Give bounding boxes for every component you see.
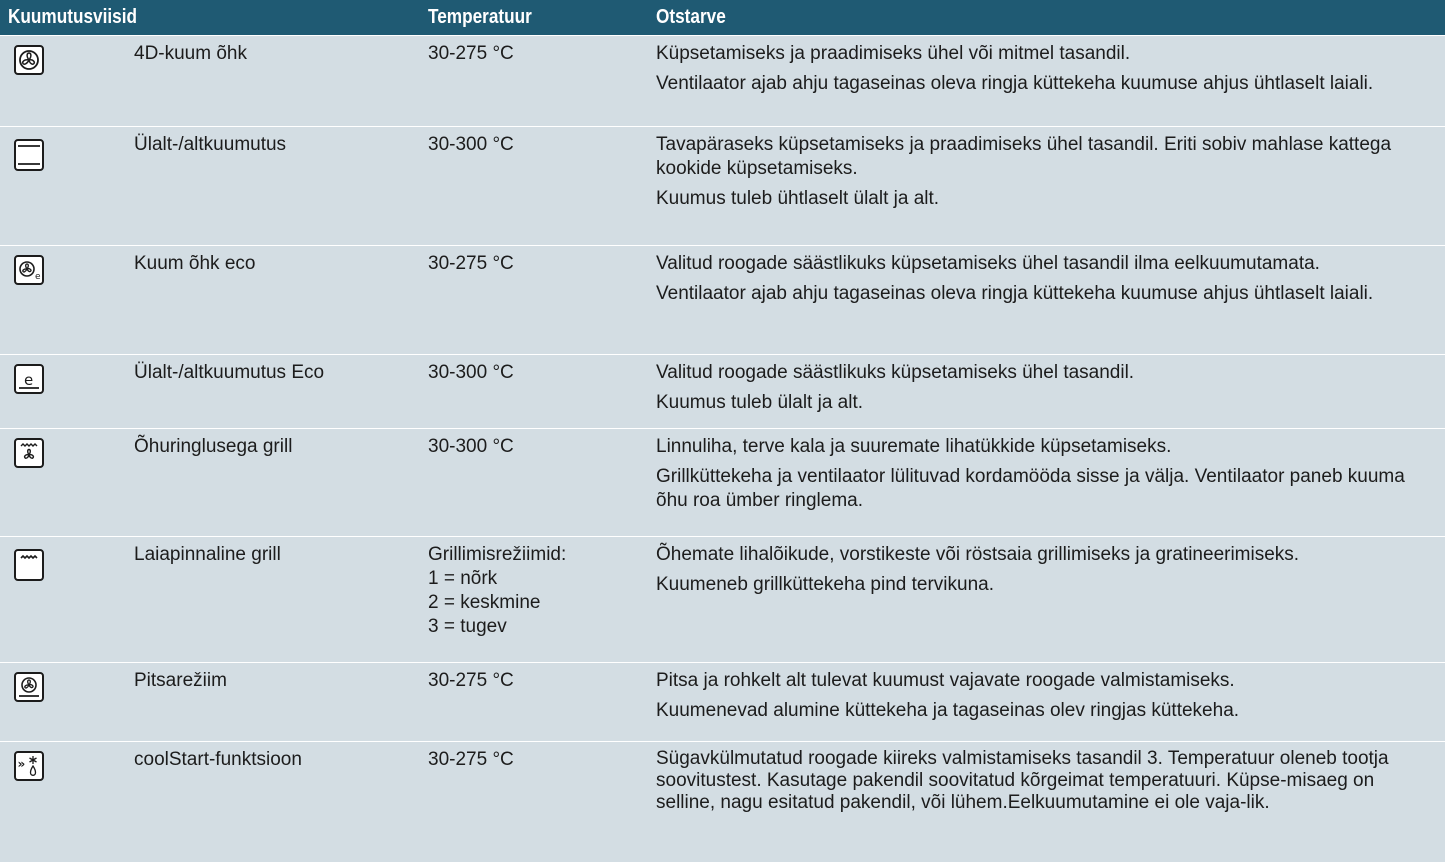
temperature-line: 30-300 °C xyxy=(428,436,514,457)
temperature-line: 30-275 °C xyxy=(428,670,514,691)
temperature-line: 1 = nõrk xyxy=(428,568,498,589)
top-bottom-heat-eco-icon xyxy=(14,364,44,394)
temperature-line: Grillimisrežiimid: xyxy=(428,544,567,565)
purpose-paragraph: Kuumeneb grillküttekeha pind tervikuna. xyxy=(656,574,994,595)
temperature-line: 30-300 °C xyxy=(428,134,514,155)
temperature-line: 30-275 °C xyxy=(428,43,514,64)
purpose-paragraph: Sügavkülmutatud roogade kiireks valmistamiseks tasandil 3. Temperatuur oleneb tootja soovitustest. Kasutage pakendil soovitatud kõrgeimat temperatuuri. Küpse-misaeg on selline, nagu esitatud pakendil, või lühem.Eelkuumutamine ei ole vaja-lik. xyxy=(656,748,1389,813)
purpose-paragraph: Õhemate lihalõikude, vorstikeste või röstsaia grillimiseks ja gratineerimiseks. xyxy=(656,544,1300,565)
temperature-value xyxy=(428,669,514,693)
temperature-value xyxy=(428,543,566,639)
purpose-text xyxy=(656,42,1436,102)
table-row xyxy=(0,536,1445,662)
header-heating-modes: Kuumutusviisid xyxy=(8,6,138,28)
heating-mode-name: Ülalt-/altkuumutus xyxy=(134,134,287,155)
purpose-paragraph: Grillküttekeha ja ventilaator lülituvad kordamööda sisse ja välja. Ventilaator paneb kuuma õhu roa ümber ringlema. xyxy=(656,466,1405,511)
purpose-text xyxy=(656,669,1436,729)
temperature-value xyxy=(428,42,514,66)
top-bottom-heat-icon xyxy=(14,139,44,171)
svg-text:e: e xyxy=(24,371,34,389)
purpose-paragraph: Küpsetamiseks ja praadimiseks ühel või mitmel tasandil. xyxy=(656,43,1131,64)
table-header xyxy=(0,0,1445,35)
full-surface-grill-icon xyxy=(14,549,44,581)
temperature-value xyxy=(428,133,514,157)
purpose-paragraph: Kuumus tuleb ülalt ja alt. xyxy=(656,392,864,413)
header-temperature: Temperatuur xyxy=(428,6,532,28)
purpose-paragraph: Kuumenevad alumine küttekeha ja tagaseinas olev ringjas küttekeha. xyxy=(656,700,1240,721)
temperature-line: 3 = tugev xyxy=(428,616,507,637)
purpose-text xyxy=(656,133,1436,217)
svg-text:e: e xyxy=(35,272,41,282)
heating-mode-name: coolStart-funktsioon xyxy=(134,749,302,770)
purpose-paragraph: Ventilaator ajab ahju tagaseinas oleva ringja küttekeha kuumuse ahjus ühtlaselt laiali. xyxy=(656,283,1374,304)
purpose-paragraph: Pitsa ja rohkelt alt tulevat kuumust vajavate roogade valmistamiseks. xyxy=(656,670,1235,691)
temperature-value xyxy=(428,748,514,772)
header-purpose: Otstarve xyxy=(656,6,726,28)
table-row xyxy=(0,741,1445,862)
purpose-paragraph: Kuumus tuleb ühtlaselt ülalt ja alt. xyxy=(656,188,940,209)
heating-mode-name: Õhuringlusega grill xyxy=(134,436,293,457)
hot-air-fan-icon xyxy=(14,45,44,75)
heating-mode-name: Ülalt-/altkuumutus Eco xyxy=(134,362,325,383)
purpose-paragraph: Ventilaator ajab ahju tagaseinas oleva ringja küttekeha kuumuse ahjus ühtlaselt laiali. xyxy=(656,73,1374,94)
purpose-paragraph: Tavapäraseks küpsetamiseks ja praadimiseks ühel tasandil. Eriti sobiv mahlase kattega kookide küpsetamiseks. xyxy=(656,134,1392,179)
purpose-text xyxy=(656,748,1436,820)
heating-mode-name: Pitsarežiim xyxy=(134,670,227,691)
table-row xyxy=(0,428,1445,536)
temperature-value xyxy=(428,361,514,385)
table-row xyxy=(0,126,1445,245)
purpose-text xyxy=(656,543,1436,603)
circulated-air-grill-icon xyxy=(14,438,44,468)
purpose-text xyxy=(656,361,1436,421)
purpose-text xyxy=(656,435,1436,519)
temperature-line: 30-300 °C xyxy=(428,362,514,383)
hot-air-eco-icon xyxy=(14,255,44,285)
temperature-line: 30-275 °C xyxy=(428,253,514,274)
purpose-text xyxy=(656,252,1436,312)
table-row xyxy=(0,35,1445,126)
temperature-value xyxy=(428,252,514,276)
purpose-paragraph: Valitud roogade säästlikuks küpsetamiseks ühel tasandil. xyxy=(656,362,1135,383)
pizza-setting-icon xyxy=(14,672,44,702)
heating-mode-name: Laiapinnaline grill xyxy=(134,544,281,565)
purpose-paragraph: Linnuliha, terve kala ja suuremate lihatükkide küpsetamiseks. xyxy=(656,436,1172,457)
temperature-value xyxy=(428,435,514,459)
temperature-line: 30-275 °C xyxy=(428,749,514,770)
table-row xyxy=(0,354,1445,428)
temperature-line: 2 = keskmine xyxy=(428,592,541,613)
table-row xyxy=(0,662,1445,741)
heating-mode-name: Kuum õhk eco xyxy=(134,253,256,274)
table-row xyxy=(0,245,1445,354)
purpose-paragraph: Valitud roogade säästlikuks küpsetamiseks ühel tasandil ilma eelkuumutamata. xyxy=(656,253,1320,274)
coolstart-icon xyxy=(14,751,44,781)
heating-mode-name: 4D-kuum õhk xyxy=(134,43,247,64)
svg-text:»: » xyxy=(17,757,26,771)
